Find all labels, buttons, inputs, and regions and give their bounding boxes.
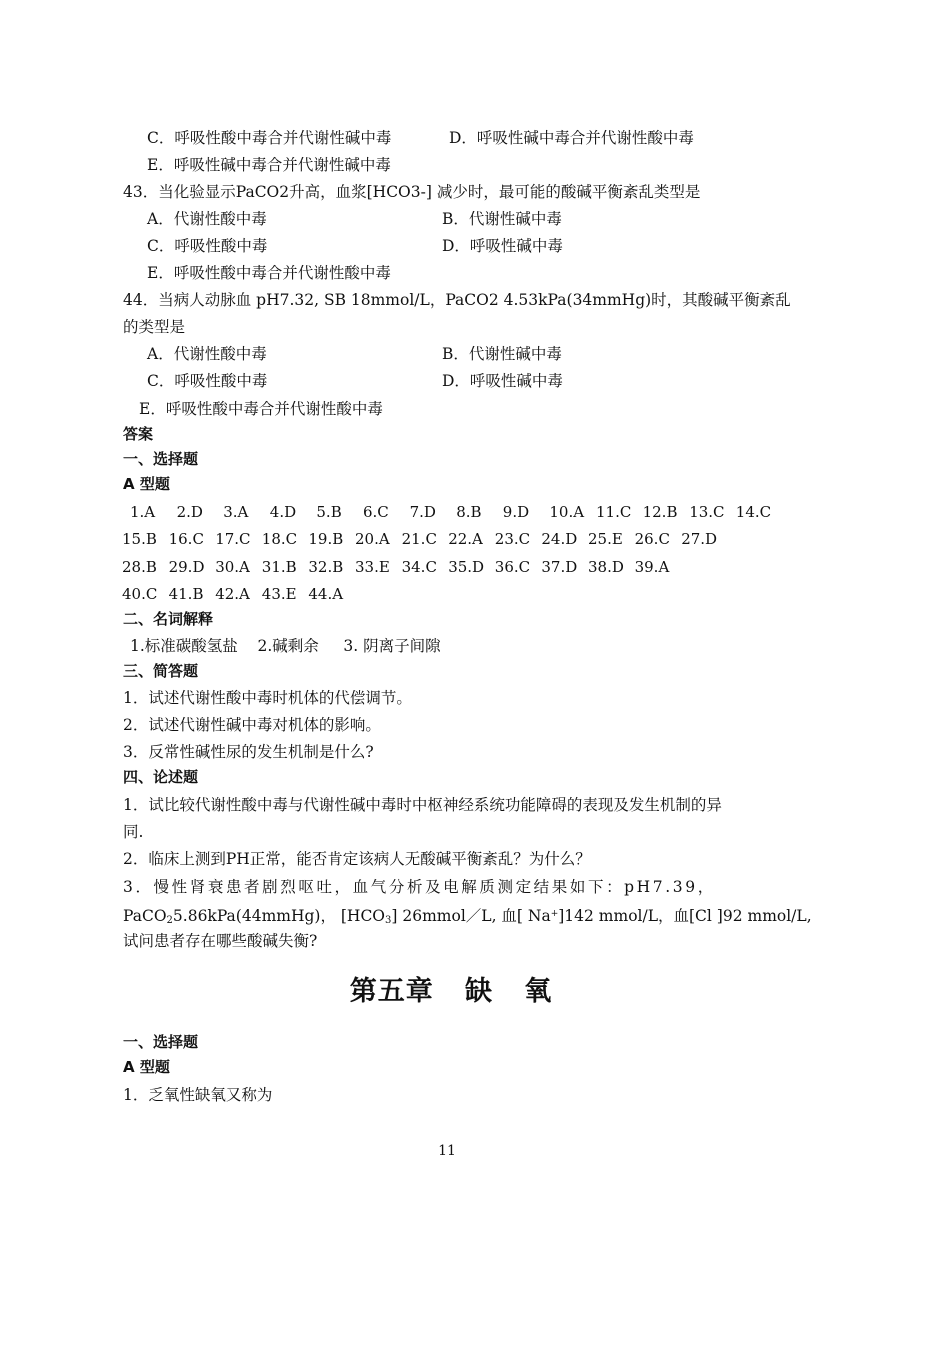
answer-item: 16.C <box>168 530 204 548</box>
answer-item: 40.C <box>122 585 158 603</box>
answer-item: 44.A <box>308 585 344 603</box>
answer-item: 27.D <box>681 530 718 548</box>
answer-item: 22.A <box>448 530 483 548</box>
answer-item: 4.D <box>269 503 297 521</box>
page-number: 11 <box>438 1143 456 1159</box>
essay-question-1: 1．试比较代谢性酸中毒与代谢性碱中毒时中枢神经系统功能障碍的表现及发生机制的异 <box>123 796 722 814</box>
short-question-1: 1．试述代谢性酸中毒时机体的代偿调节。 <box>123 689 412 707</box>
answer-item: 25.E <box>588 530 623 548</box>
answer-item: 7.D <box>409 503 436 521</box>
answer-item: 11.C <box>596 503 632 521</box>
answers-heading: 答案 <box>123 425 154 443</box>
q44-option-d: D．呼吸性碱中毒 <box>442 372 563 390</box>
q42-option-d: D．呼吸性碱中毒合并代谢性酸中毒 <box>449 129 694 147</box>
answer-item: 5.B <box>316 503 342 521</box>
answer-item: 24.D <box>541 530 578 548</box>
q44-option-b: B．代谢性碱中毒 <box>442 345 562 363</box>
answer-item: 31.B <box>261 558 297 576</box>
answer-item: 23.C <box>494 530 531 548</box>
answer-item: 29.D <box>168 558 205 576</box>
answer-item: 1.A <box>130 503 156 521</box>
answer-item: 34.C <box>401 558 437 576</box>
q43-option-e: E．呼吸性酸中毒合并代谢性酸中毒 <box>147 264 391 282</box>
answer-item: 10.A <box>549 503 585 521</box>
q43-option-a: A．代谢性酸中毒 <box>147 210 267 228</box>
q42-option-c: C．呼吸性酸中毒合并代谢性碱中毒 <box>147 129 392 147</box>
answer-item: 32.B <box>308 558 344 576</box>
answer-item: 38.D <box>588 558 624 576</box>
answers-section-short: 三、简答题 <box>123 662 199 680</box>
q42-option-e: E．呼吸性碱中毒合并代谢性碱中毒 <box>147 156 391 174</box>
essay-question-3: 3．慢性肾衰患者剧烈呕吐，血气分析及电解质测定结果如下：pH7.39， <box>123 878 716 896</box>
short-question-3: 3．反常性碱性尿的发生机制是什么? <box>123 743 374 761</box>
answer-item: 33.E <box>355 558 390 576</box>
answer-item: 37.D <box>541 558 578 576</box>
chapter5-section-choice: 一、选择题 <box>123 1033 199 1051</box>
answer-item: 41.B <box>168 585 204 603</box>
answer-item: 15.B <box>122 530 157 548</box>
answer-item: 6.C <box>363 503 389 521</box>
essay-question-3-values: PaCO$_2$5.86kPa(44mmHg)， $[HCO_3]$ 26mmol／L, 血[ Na+]142 mmol/L，血[Cl ]92 mmol/L, <box>123 907 812 926</box>
answer-item: 12.B <box>642 503 678 521</box>
essay-question-3-cont: 试问患者存在哪些酸碱失衡? <box>123 932 318 950</box>
q43-option-b: B．代谢性碱中毒 <box>442 210 562 228</box>
answer-item: 20.A <box>355 530 390 548</box>
q43-option-c: C．呼吸性酸中毒 <box>147 237 268 255</box>
q44-option-a: A．代谢性酸中毒 <box>147 345 267 363</box>
answer-item: 9.D <box>502 503 530 521</box>
answer-item: 21.C <box>401 530 437 548</box>
essay-question-1-cont: 同. <box>123 823 144 841</box>
answer-item: 8.B <box>456 503 482 521</box>
essay-question-2: 2．临床上测到PH正常，能否肯定该病人无酸碱平衡紊乱？为什么？ <box>123 850 591 868</box>
answer-item: 17.C <box>215 530 251 548</box>
chapter5-type-a: A 型题 <box>123 1058 170 1076</box>
answer-item: 43.E <box>261 585 297 603</box>
q43-stem: 43．当化验显示PaCO2升高，血浆[HCO3-] 减少时，最可能的酸碱平衡紊乱类型是 <box>123 183 701 201</box>
short-question-2: 2．试述代谢性碱中毒对机体的影响。 <box>123 716 381 734</box>
answer-item: 26.C <box>634 530 670 548</box>
answer-item: 39.A <box>634 558 670 576</box>
answers-type-a: A 型题 <box>123 475 170 493</box>
answers-section-terms: 二、名词解释 <box>123 610 214 628</box>
answer-item: 35.D <box>448 558 485 576</box>
answers-terms: 1.标准碳酸氢盐 2.碱剩余 3. 阴离子间隙 <box>130 637 441 655</box>
q44-option-c: C．呼吸性酸中毒 <box>147 372 268 390</box>
q44-stem-cont: 的类型是 <box>123 318 186 336</box>
answer-item: 28.B <box>122 558 157 576</box>
answer-item: 2.D <box>176 503 203 521</box>
answer-item: 13.C <box>689 503 725 521</box>
answers-section-choice: 一、选择题 <box>123 450 199 468</box>
q43-option-d: D．呼吸性碱中毒 <box>442 237 563 255</box>
q44-stem: 44．当病人动脉血 pH7.32, SB 18mmol/L，PaCO2 4.53kPa(34mmHg)时，其酸碱平衡紊乱 <box>123 291 791 309</box>
answer-item: 18.C <box>261 530 298 548</box>
chapter5-question-1: 1．乏氧性缺氧又称为 <box>123 1086 273 1104</box>
answer-item: 3.A <box>223 503 249 521</box>
answer-item: 42.A <box>215 585 250 603</box>
answer-item: 19.B <box>308 530 344 548</box>
answer-item: 36.C <box>494 558 531 576</box>
chapter-title: 第五章 缺 氧 <box>349 976 553 1007</box>
answer-item: 30.A <box>215 558 250 576</box>
answers-section-essay: 四、论述题 <box>123 768 199 786</box>
answer-item: 14.C <box>735 503 772 521</box>
q44-option-e: E．呼吸性酸中毒合并代谢性酸中毒 <box>139 400 383 418</box>
